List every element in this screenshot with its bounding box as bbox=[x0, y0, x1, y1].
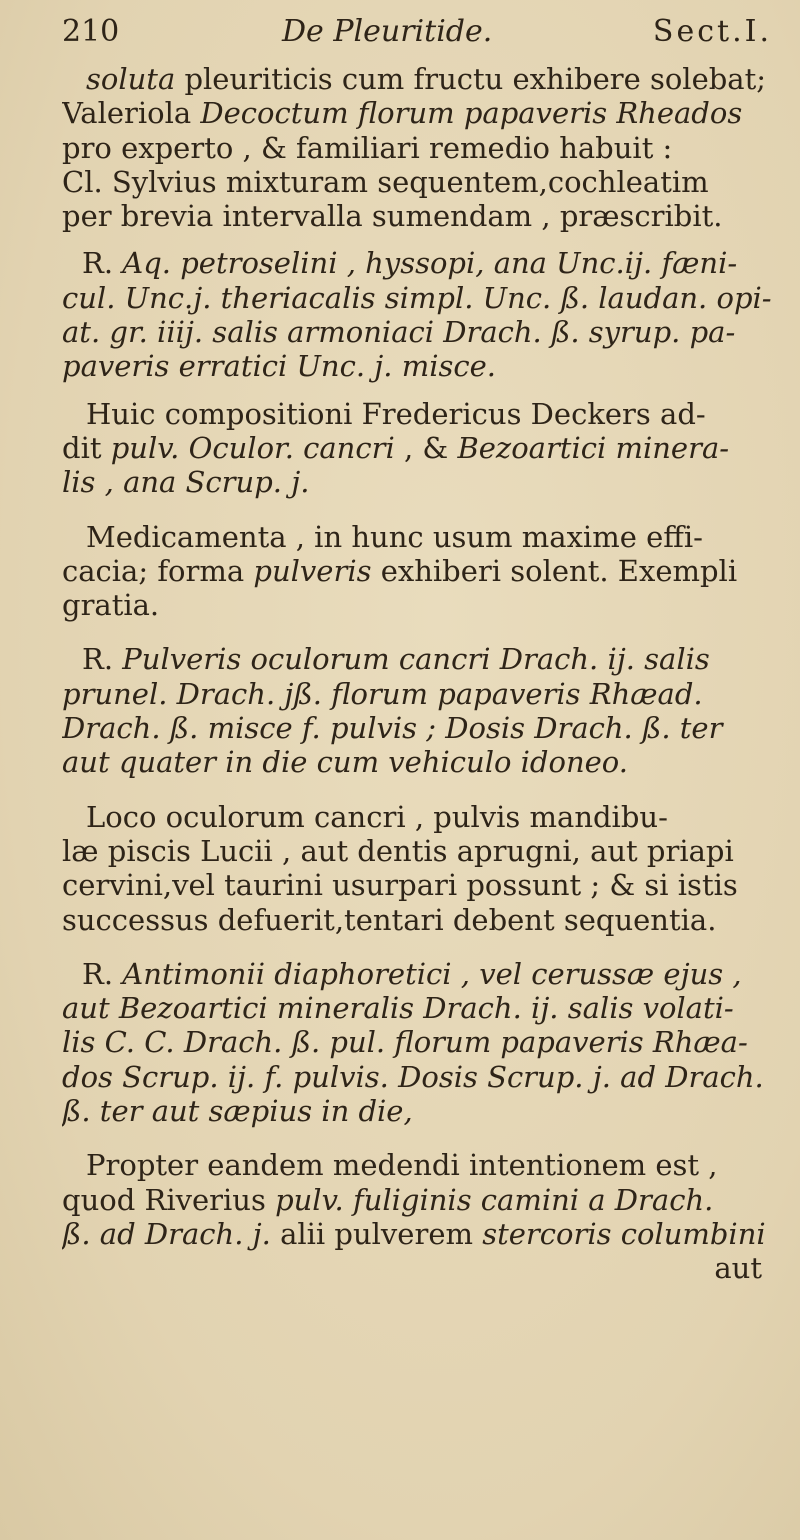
text-line bbox=[62, 1060, 772, 1094]
text-line bbox=[62, 520, 772, 554]
text-line bbox=[62, 315, 772, 349]
italic-run: Aq. petroselini , hyssopi, ana Unc.ij. fæni- bbox=[122, 246, 738, 281]
body-text bbox=[62, 62, 772, 1251]
italic-run: soluta bbox=[86, 62, 176, 96]
roman-run: pro experto , & familiari remedio habuit : bbox=[62, 130, 673, 165]
roman-run: pleuriticis cum fructu exhibere solebat; bbox=[175, 62, 767, 96]
section-label: Sect.I. bbox=[652, 14, 772, 49]
text-line bbox=[62, 431, 772, 465]
text-line bbox=[62, 62, 772, 96]
italic-run: pulv. fuliginis camini a Drach. bbox=[275, 1182, 714, 1217]
roman-run: cacia; forma bbox=[62, 553, 254, 588]
roman-run: Loco oculorum cancri , pulvis mandibu- bbox=[86, 799, 668, 834]
italic-run: Antimonii diaphoretici , vel cerussæ ejus , bbox=[122, 956, 742, 991]
text-line bbox=[62, 246, 772, 280]
text-line bbox=[62, 642, 772, 676]
page-number: 210 bbox=[62, 14, 120, 49]
text-line bbox=[62, 554, 772, 588]
roman-run: successus defuerit,tentari debent sequentia. bbox=[62, 902, 717, 937]
text-line bbox=[62, 1183, 772, 1217]
roman-run: R. bbox=[82, 246, 123, 281]
recipe-paragraph bbox=[62, 957, 772, 1128]
paragraph bbox=[62, 62, 772, 233]
text-line bbox=[62, 281, 772, 315]
italic-run: ß. ad Drach. j. bbox=[62, 1216, 271, 1251]
recipe-paragraph bbox=[62, 642, 772, 779]
paragraph bbox=[62, 800, 772, 937]
text-line bbox=[62, 957, 772, 991]
italic-run: prunel. Drach. jß. florum papaveris Rhæad. bbox=[62, 676, 703, 711]
italic-run: pulv. Oculor. cancri bbox=[110, 430, 395, 465]
roman-run: exhiberi solent. Exempli bbox=[371, 553, 738, 588]
paragraph bbox=[62, 397, 772, 500]
text-line bbox=[62, 349, 772, 383]
italic-run: Decoctum florum papaveris Rheados bbox=[200, 96, 743, 131]
italic-run: Bezoartici minera- bbox=[457, 430, 730, 465]
text-line bbox=[62, 165, 772, 199]
text-line bbox=[62, 588, 772, 622]
text-line bbox=[62, 1217, 772, 1251]
running-title: De Pleuritide. bbox=[282, 14, 493, 49]
page-header bbox=[62, 14, 772, 62]
roman-run: dit bbox=[62, 430, 111, 465]
text-line bbox=[62, 131, 772, 165]
roman-run: , & bbox=[394, 430, 458, 465]
paragraph bbox=[62, 520, 772, 623]
roman-run: alii pulverem bbox=[270, 1216, 483, 1251]
recipe-paragraph bbox=[62, 246, 772, 383]
italic-run: lis C. C. Drach. ß. pul. florum papaveris Rhæa- bbox=[62, 1025, 748, 1060]
paragraph bbox=[62, 1148, 772, 1251]
text-line bbox=[62, 868, 772, 902]
italic-run: at. gr. iiij. salis armoniaci Drach. ß. syrup. pa- bbox=[62, 315, 736, 350]
italic-run: cul. Unc.j. theriacalis simpl. Unc. ß. laudan. opi- bbox=[62, 280, 772, 315]
catchword: aut bbox=[714, 1251, 762, 1286]
roman-run: gratia. bbox=[62, 588, 160, 623]
roman-run: quod Riverius bbox=[62, 1182, 276, 1217]
text-line bbox=[62, 834, 772, 868]
italic-run: aut Bezoartici mineralis Drach. ij. salis volati- bbox=[62, 991, 734, 1026]
roman-run: cervini,vel taurini usurpari possunt ; & si istis bbox=[62, 868, 738, 903]
text-line bbox=[62, 903, 772, 937]
italic-run: pulveris bbox=[253, 553, 372, 588]
italic-run: Pulveris oculorum cancri Drach. ij. salis bbox=[122, 642, 710, 677]
italic-run: stercoris columbini bbox=[482, 1216, 766, 1251]
roman-run: R. bbox=[82, 956, 123, 991]
roman-run: Huic compositioni Fredericus Deckers ad- bbox=[86, 396, 706, 431]
roman-run: Propter eandem medendi intentionem est , bbox=[86, 1148, 718, 1183]
italic-run: ß. ter aut sæpius in die, bbox=[62, 1094, 413, 1129]
roman-run: Medicamenta , in hunc usum maxime effi- bbox=[86, 519, 703, 554]
text-line bbox=[62, 711, 772, 745]
text-line bbox=[62, 800, 772, 834]
italic-run: paveris erratici Unc. j. misce. bbox=[62, 349, 496, 384]
roman-run: R. bbox=[82, 642, 123, 677]
text-line bbox=[62, 991, 772, 1025]
roman-run: læ piscis Lucii , aut dentis aprugni, aut priapi bbox=[62, 833, 734, 868]
roman-run: per brevia intervalla sumendam , præscribit. bbox=[62, 199, 723, 234]
roman-run: Cl. Sylvius mixturam sequentem,cochleatim bbox=[62, 164, 709, 199]
text-line bbox=[62, 96, 772, 130]
text-line bbox=[62, 397, 772, 431]
text-line bbox=[62, 1148, 772, 1182]
roman-run: Valeriola bbox=[62, 96, 201, 131]
italic-run: aut quater in die cum vehiculo idoneo. bbox=[62, 745, 628, 780]
italic-run: lis , ana Scrup. j. bbox=[62, 465, 310, 500]
italic-run: Drach. ß. misce f. pulvis ; Dosis Drach. ß. ter bbox=[62, 711, 723, 746]
text-line bbox=[62, 677, 772, 711]
text-line bbox=[62, 465, 772, 499]
text-line bbox=[62, 199, 772, 233]
text-line bbox=[62, 745, 772, 779]
text-line bbox=[62, 1094, 772, 1128]
text-line bbox=[62, 1025, 772, 1059]
italic-run: dos Scrup. ij. f. pulvis. Dosis Scrup. j. ad Drach. bbox=[62, 1059, 764, 1094]
